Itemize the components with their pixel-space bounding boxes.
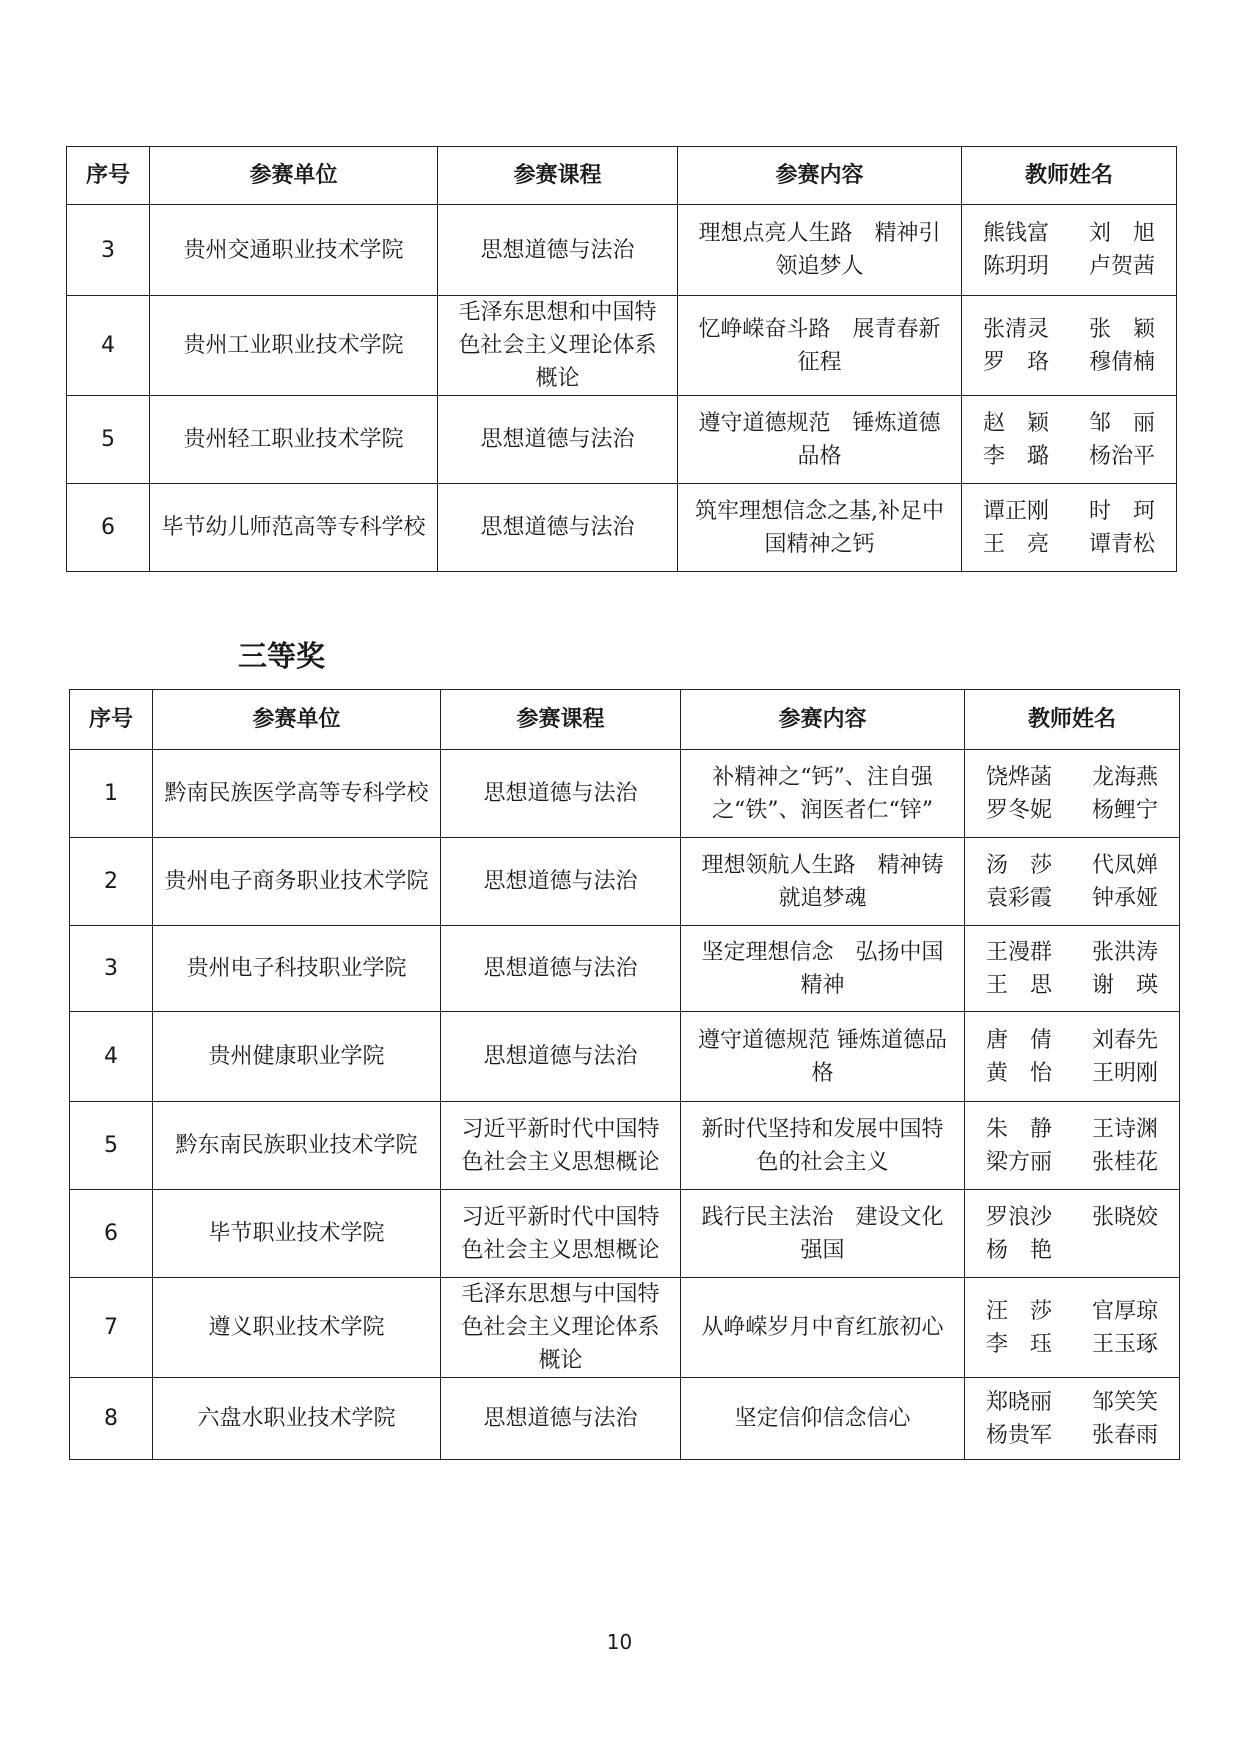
teacher-name: 陈玥玥 — [982, 254, 1049, 279]
teacher-name: 龙海燕 — [1091, 764, 1158, 790]
teacher-name: 罗浪沙 — [985, 1204, 1052, 1230]
seq-cell: 1 — [70, 750, 153, 838]
course-cell: 思想道德与法治 — [441, 1012, 681, 1102]
content-cell: 遵守道德规范 锤炼道德品格 — [681, 1012, 965, 1102]
teacher-name: 唐 倩 — [985, 1027, 1052, 1053]
content-cell: 从峥嵘岁月中育红旅初心 — [681, 1278, 965, 1378]
teachers-cell — [965, 1102, 1180, 1190]
content-cell: 坚定理想信念 弘扬中国精神 — [681, 926, 965, 1012]
teacher-name: 赵 颖 — [982, 410, 1049, 436]
teacher-name: 汤 莎 — [985, 852, 1052, 878]
teacher-name: 汪 莎 — [985, 1298, 1052, 1324]
header-content: 参赛内容 — [681, 690, 965, 750]
course-cell: 习近平新时代中国特色社会主义思想概论 — [441, 1190, 681, 1278]
teacher-name: 谭青松 — [1088, 531, 1155, 557]
teacher-name: 王漫群 — [985, 939, 1052, 965]
teacher-name: 张清灵 — [982, 316, 1049, 342]
teacher-name: 邹 丽 — [1088, 410, 1155, 436]
teachers-cell — [965, 1012, 1180, 1102]
third-prize-table — [69, 689, 1180, 1460]
teacher-name: 袁彩霞 — [985, 885, 1052, 911]
teacher-name: 邹笑笑 — [1091, 1389, 1158, 1415]
teacher-name: 李 璐 — [982, 443, 1049, 469]
seq-cell: 5 — [70, 1102, 153, 1190]
course-cell: 毛泽东思想和中国特色社会主义理论体系概论 — [438, 296, 678, 396]
teachers-cell — [962, 296, 1177, 396]
unit-cell: 贵州轻工职业技术学院 — [150, 396, 438, 484]
unit-cell: 贵州电子商务职业技术学院 — [153, 838, 441, 926]
header-seq: 序号 — [70, 690, 153, 750]
section-title: 三等奖 — [238, 639, 326, 673]
teacher-name: 杨治平 — [1088, 443, 1155, 469]
teacher-name: 张春雨 — [1091, 1422, 1158, 1448]
unit-cell: 贵州工业职业技术学院 — [150, 296, 438, 396]
content-cell: 理想点亮人生路 精神引领追梦人 — [678, 205, 962, 296]
teacher-name: 饶烨菡 — [985, 764, 1052, 790]
teacher-name: 张 颖 — [1088, 316, 1155, 342]
header-course: 参赛课程 — [441, 690, 681, 750]
unit-cell: 黔东南民族职业技术学院 — [153, 1102, 441, 1190]
teachers-cell — [965, 926, 1180, 1012]
teacher-name: 穆倩楠 — [1088, 349, 1155, 375]
header-unit: 参赛单位 — [153, 690, 441, 750]
seq-cell: 4 — [70, 1012, 153, 1102]
header-unit: 参赛单位 — [150, 147, 438, 205]
table-row — [67, 484, 1177, 572]
unit-cell: 毕节幼儿师范高等专科学校 — [150, 484, 438, 572]
table-row — [70, 1012, 1180, 1102]
seq-cell: 6 — [67, 484, 150, 572]
unit-cell: 毕节职业技术学院 — [153, 1190, 441, 1278]
unit-cell: 贵州健康职业学院 — [153, 1012, 441, 1102]
unit-cell: 黔南民族医学高等专科学校 — [153, 750, 441, 838]
course-cell: 思想道德与法治 — [441, 838, 681, 926]
course-cell: 思想道德与法治 — [441, 1378, 681, 1460]
teacher-name: 时 珂 — [1088, 498, 1155, 524]
header-seq: 序号 — [67, 147, 150, 205]
teacher-name — [1081, 1234, 1169, 1267]
table-row — [70, 1278, 1180, 1378]
teacher-name: 罗冬妮 — [985, 797, 1052, 823]
teacher-name: 梁方丽 — [985, 1149, 1052, 1175]
teacher-name: 黄 怡 — [985, 1060, 1052, 1086]
header-course: 参赛课程 — [438, 147, 678, 205]
teacher-name: 杨贵军 — [985, 1422, 1052, 1448]
teacher-name: 王明刚 — [1091, 1060, 1158, 1086]
table-row — [70, 1102, 1180, 1190]
teacher-name: 卢贺茜 — [1088, 254, 1155, 279]
unit-cell: 贵州交通职业技术学院 — [150, 205, 438, 296]
teacher-name: 王诗渊 — [1091, 1116, 1158, 1142]
table-row — [67, 396, 1177, 484]
header-content: 参赛内容 — [678, 147, 962, 205]
teacher-name: 李 珏 — [985, 1331, 1052, 1357]
table-row — [67, 205, 1177, 296]
content-cell: 筑牢理想信念之基,补足中国精神之钙 — [678, 484, 962, 572]
teacher-name: 刘 旭 — [1088, 221, 1155, 246]
teachers-cell — [962, 396, 1177, 484]
teachers-cell — [965, 1278, 1180, 1378]
teachers-cell — [965, 1190, 1180, 1278]
course-cell: 思想道德与法治 — [438, 396, 678, 484]
course-cell: 思想道德与法治 — [441, 750, 681, 838]
teachers-cell — [962, 205, 1177, 296]
teacher-name: 杨 艳 — [985, 1237, 1052, 1263]
teachers-cell — [965, 750, 1180, 838]
teacher-name: 谭正刚 — [982, 498, 1049, 524]
table-row — [70, 926, 1180, 1012]
content-cell: 践行民主法治 建设文化强国 — [681, 1190, 965, 1278]
teacher-name: 钟承娅 — [1091, 885, 1158, 911]
teacher-name: 谢 瑛 — [1091, 972, 1158, 998]
content-cell: 坚定信仰信念信心 — [681, 1378, 965, 1460]
seq-cell: 4 — [67, 296, 150, 396]
teachers-cell — [965, 838, 1180, 926]
teacher-name: 王玉琢 — [1091, 1331, 1158, 1357]
seq-cell: 7 — [70, 1278, 153, 1378]
table-row — [70, 750, 1180, 838]
header-teachers: 教师姓名 — [962, 147, 1177, 205]
course-cell: 习近平新时代中国特色社会主义思想概论 — [441, 1102, 681, 1190]
content-cell: 忆峥嵘奋斗路 展青春新征程 — [678, 296, 962, 396]
table-row — [70, 1190, 1180, 1278]
teacher-name: 张洪涛 — [1091, 939, 1158, 965]
content-cell: 补精神之“钙”、注自强之“铁”、润医者仁“锌” — [681, 750, 965, 838]
content-cell: 遵守道德规范 锤炼道德品格 — [678, 396, 962, 484]
course-cell: 思想道德与法治 — [438, 205, 678, 296]
teacher-name: 熊钱富 — [982, 221, 1049, 246]
teacher-name: 代凤婵 — [1091, 852, 1158, 878]
seq-cell: 6 — [70, 1190, 153, 1278]
content-cell: 理想领航人生路 精神铸就追梦魂 — [681, 838, 965, 926]
teacher-name: 官厚琼 — [1091, 1298, 1158, 1324]
page-number: 10 — [606, 1630, 633, 1654]
award-table-continued — [66, 146, 1177, 572]
table-header-row — [70, 690, 1180, 750]
teacher-name: 杨鲤宁 — [1091, 797, 1158, 823]
seq-cell: 3 — [67, 205, 150, 296]
teacher-name: 王 思 — [985, 972, 1052, 998]
seq-cell: 2 — [70, 838, 153, 926]
unit-cell: 贵州电子科技职业学院 — [153, 926, 441, 1012]
teachers-cell — [962, 484, 1177, 572]
table-header-row — [67, 147, 1177, 205]
table-row — [67, 296, 1177, 396]
table-row — [70, 838, 1180, 926]
header-teachers: 教师姓名 — [965, 690, 1180, 750]
teacher-name: 郑晓丽 — [985, 1389, 1052, 1415]
seq-cell: 5 — [67, 396, 150, 484]
table-row — [70, 1378, 1180, 1460]
teachers-cell — [965, 1378, 1180, 1460]
seq-cell: 3 — [70, 926, 153, 1012]
teacher-name: 刘春先 — [1091, 1027, 1158, 1053]
course-cell: 思想道德与法治 — [438, 484, 678, 572]
course-cell: 毛泽东思想与中国特色社会主义理论体系概论 — [441, 1278, 681, 1378]
teacher-name: 张晓姣 — [1091, 1204, 1158, 1230]
teacher-name: 张桂花 — [1091, 1149, 1158, 1175]
unit-cell: 遵义职业技术学院 — [153, 1278, 441, 1378]
seq-cell: 8 — [70, 1378, 153, 1460]
teacher-name: 罗 珞 — [982, 349, 1049, 375]
teacher-name: 王 亮 — [982, 531, 1049, 557]
course-cell: 思想道德与法治 — [441, 926, 681, 1012]
unit-cell: 六盘水职业技术学院 — [153, 1378, 441, 1460]
teacher-name: 朱 静 — [985, 1116, 1052, 1142]
content-cell: 新时代坚持和发展中国特色的社会主义 — [681, 1102, 965, 1190]
